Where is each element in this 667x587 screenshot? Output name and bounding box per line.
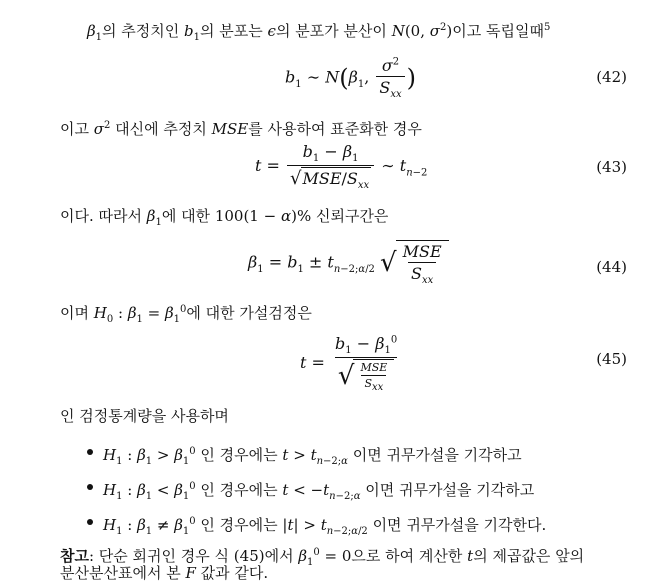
- bullet-2-cond: 인 경우에는: [200, 481, 283, 499]
- intro-text-2: 의 분포는: [200, 22, 268, 40]
- note-text-5: 값과 같다.: [195, 564, 269, 582]
- bullet-marker: [87, 449, 93, 455]
- mse-text-1: 이고: [60, 120, 94, 138]
- equation-number-44: (44): [596, 258, 627, 276]
- intro-text-3: 의 분포가 분산이: [275, 22, 392, 40]
- mse-text-3: 를 사용하여 표준화한 경우: [248, 120, 422, 138]
- intro-line: $\beta_1$의 추정치인 $b_1$의 분포는 ϵ의 분포가 분산이 N(0, $\sigma^2$)이고 독립일때$^5$: [87, 22, 551, 43]
- ci-text-3: )% 신뢰구간은: [291, 207, 389, 225]
- ci-line: 이다. 따라서 $\beta_1$에 대한 100(1 − α)% 신뢰구간은: [60, 207, 389, 228]
- equation-42: $b_1$ ∼ $N(\beta_1$, $\frac{\sigma^2}{S_{xx}}$ ): [285, 56, 416, 101]
- note-text-1: : 단순 회귀인 경우 식 (45)에서: [88, 547, 299, 565]
- bullet-3-cond: 인 경우에는: [200, 516, 283, 534]
- bullet-1-cond: 인 경우에는: [200, 446, 283, 464]
- footnote-mark: 5: [543, 22, 551, 33]
- bullet-marker: [87, 484, 93, 490]
- note-text-2: 으로 하여 계산한: [351, 547, 468, 565]
- statistic-line: 인 검정통계량을 사용하며: [60, 407, 229, 425]
- note-text-3: 의 제곱값은 앞의: [473, 547, 585, 565]
- bullet-item-2: $H_1$ : $\beta_1 < \beta_1^0$ 인 경우에는 $t < -t_{n-2;\alpha}$ 이면 귀무가설을 기각하고: [103, 481, 535, 502]
- bullet-1-suffix: 이면 귀무가설을 기각하고: [347, 446, 522, 464]
- note-text-4: 분산분산표에서 본: [60, 564, 186, 582]
- bullet-marker: [87, 519, 93, 525]
- hypothesis-line: 이며 $H_0$ : $\beta_1 = \beta_1^0$에 대한 가설검정은: [60, 304, 312, 325]
- equation-number-42: (42): [596, 68, 627, 86]
- intro-text-1: 의 추정치인: [102, 22, 185, 40]
- hyp-text-2: 에 대한 가설검정은: [186, 304, 312, 322]
- note-label: 참고: [60, 547, 89, 565]
- note-line-2: 분산분산표에서 본 F 값과 같다.: [60, 564, 269, 582]
- equation-45: t = $b_1 - \beta_1^0$ √ $\frac{\text{MSE}}{S_{xx}}$: [300, 334, 398, 394]
- bullet-item-3: $H_1$ : $\beta_1 \ne \beta_1^0$ 인 경우에는 $|t| > t_{n-2;\alpha/2}$ 이면 귀무가설을 기각한다.: [103, 516, 547, 537]
- equation-43: t = $b_1 - \beta_1$ √ MSE/$S_{xx}$ ∼ $t_{n-2}$: [255, 142, 428, 192]
- mse-term: MSE: [211, 120, 249, 138]
- ci-text-2: 에 대한 100(1 −: [161, 207, 281, 225]
- mse-text-2: 대신에 추정치: [110, 120, 212, 138]
- equation-number-43: (43): [596, 158, 627, 176]
- bullet-2-suffix: 이면 귀무가설을 기각하고: [360, 481, 535, 499]
- ci-text-1: 이다. 따라서: [60, 207, 147, 225]
- bullet-3-suffix: 이면 귀무가설을 기각한다.: [367, 516, 547, 534]
- intro-text-4: 이고 독립일때: [452, 22, 544, 40]
- mse-line: 이고 $\sigma^2$ 대신에 추정치 MSE를 사용하여 표준화한 경우: [60, 120, 422, 138]
- equation-number-45: (45): [596, 350, 627, 368]
- note-line-1: 참고: 단순 회귀인 경우 식 (45)에서 $\beta_1^0 = 0$으로 하여 계산한 t의 제곱값은 앞의: [60, 547, 585, 568]
- bullet-item-1: $H_1$ : $\beta_1 > \beta_1^0$ 인 경우에는 $t > t_{n-2;\alpha}$ 이면 귀무가설을 기각하고: [103, 446, 522, 467]
- equation-44: $\beta_1 = b_1 \pm t_{n-2;\alpha/2}$ √ $\frac{\text{MSE}}{S_{xx}}$: [248, 240, 449, 286]
- hyp-text-1: 이며: [60, 304, 94, 322]
